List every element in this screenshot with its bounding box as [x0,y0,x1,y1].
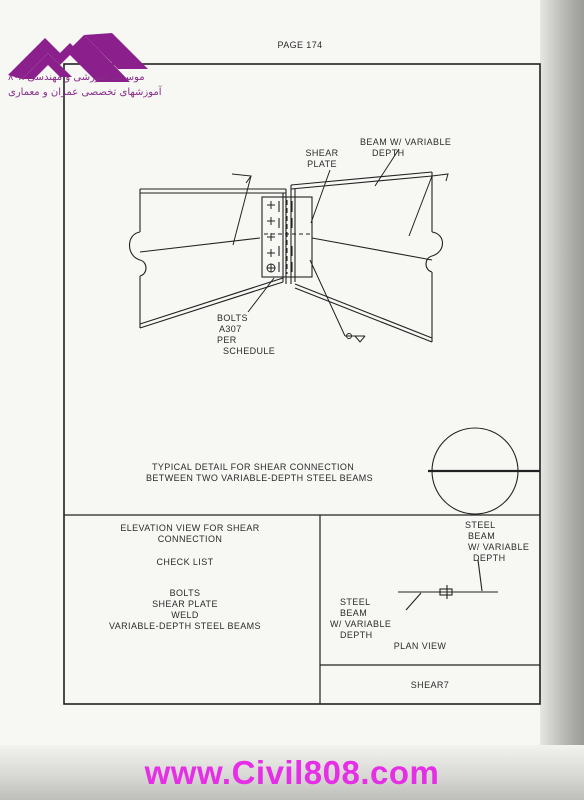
check-list-item: BOLTS [169,588,201,598]
elevation-view-title: ELEVATION VIEW FOR SHEAR CONNECTION [120,523,260,544]
check-list-title: CHECK LIST [156,557,214,567]
logo-text-line1: موسسه آموزشی و مهندسی ۸۰۸ [8,72,145,83]
page-number: PAGE 174 [277,40,323,50]
shear-plate-label: SHEAR PLATE [305,148,339,169]
bolts-label: BOLTS A307 PER SCHEDULE [217,313,276,356]
plan-view-title: PLAN VIEW [393,641,447,651]
plan-label-right: STEEL BEAM W/ VARIABLE DEPTH [465,520,530,563]
beam-variable-depth-label: BEAM W/ VARIABLE DEPTH [360,137,452,158]
check-list-items [70,588,300,632]
plan-label-left: STEEL BEAM W/ VARIABLE DEPTH [330,597,392,640]
check-list-item: SHEAR PLATE [152,599,218,609]
detail-caption: TYPICAL DETAIL FOR SHEAR CONNECTION BETWEEN TWO VARIABLE-DEPTH STEEL BEAMS [146,462,374,483]
check-list-item: WELD [171,610,199,620]
sheet-id: SHEAR7 [410,680,450,690]
logo-text-line2: آموزشهای تخصصی عمران و معماری [8,87,162,98]
website-watermark: www.Civil808.com [144,754,440,791]
check-list-item: VARIABLE-DEPTH STEEL BEAMS [109,621,261,631]
